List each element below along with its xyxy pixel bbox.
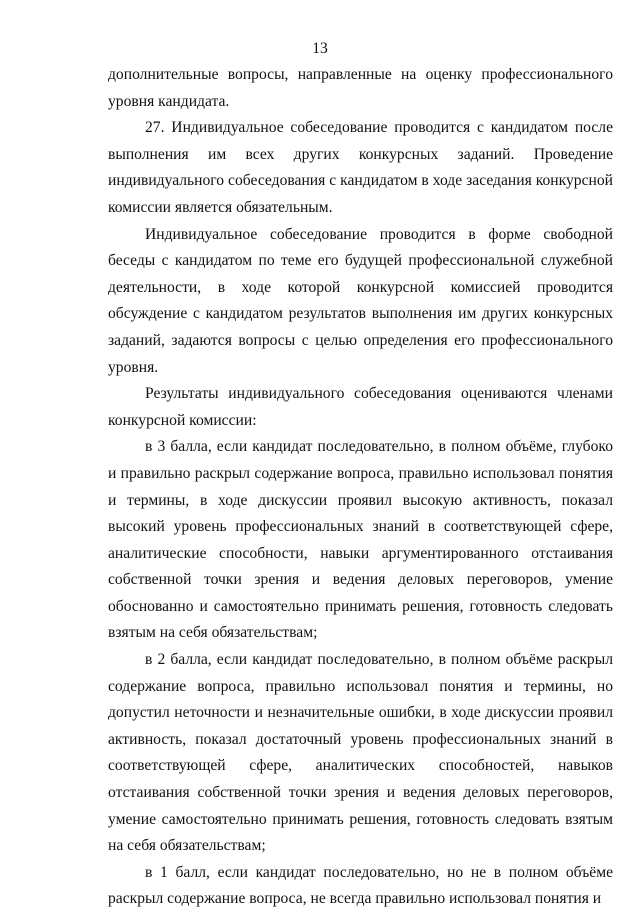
- paragraph-score-1: в 1 балл, если кандидат последовательно, но не в полном объёме раскрыл содержание вопроса, не всегда правильно использовал понятия и: [108, 863, 613, 908]
- paragraph-results-intro: Результаты индивидуального собеседования оцениваются членами конкурсной комиссии:: [108, 385, 613, 429]
- paragraph-score-3: в 3 балла, если кандидат последовательно, в полном объёме, глубоко и правильно раскрыл содержание вопроса, правильно использовал понятия и термины, в ходе дискуссии проявил высокую активность, показал высокий уровень профессиональных знаний в соответствующей сфере, аналитические способности, навыки аргументированного отстаивания собственной точки зрения и ведения деловых переговоров, умение обоснованно и самостоятельно принимать решения, готовность следовать взятым на себя обязательствам;: [108, 438, 613, 642]
- paragraph-score-2: в 2 балла, если кандидат последовательно, в полном объёме раскрыл содержание вопроса, правильно использовал понятия и термины, но допустил неточности и незначительные ошибки, в ходе дискуссии проявил активность, показал достаточный уровень профессиональных знаний в соответствующей сфере, аналитических способностей, навыков отстаивания собственной точки зрения и ведения деловых переговоров, умение самостоятельно принимать решения, готовность следовать взятым на себя обязательствам;: [108, 651, 613, 855]
- paragraph-interview-form: Индивидуальное собеседование проводится в форме свободной беседы с кандидатом по теме его будущей профессиональной служебной деятельности, в ходе которой конкурсной комиссией проводится обсуждение с кандидатом результатов выполнения им других конкурсных заданий, задаются вопросы с целью определения его профессионального уровня.: [108, 225, 613, 376]
- page-number: 13: [312, 40, 328, 57]
- paragraph-continuation: дополнительные вопросы, направленные на оценку профессионального уровня кандидата.: [108, 66, 613, 110]
- paragraph-item-27: 27. Индивидуальное собеседование проводится с кандидатом после выполнения им всех других конкурсных заданий. Проведение индивидуального собеседования с кандидатом в ходе заседания конкурсной комиссии является обязательным.: [108, 119, 613, 216]
- document-body: [108, 62, 613, 913]
